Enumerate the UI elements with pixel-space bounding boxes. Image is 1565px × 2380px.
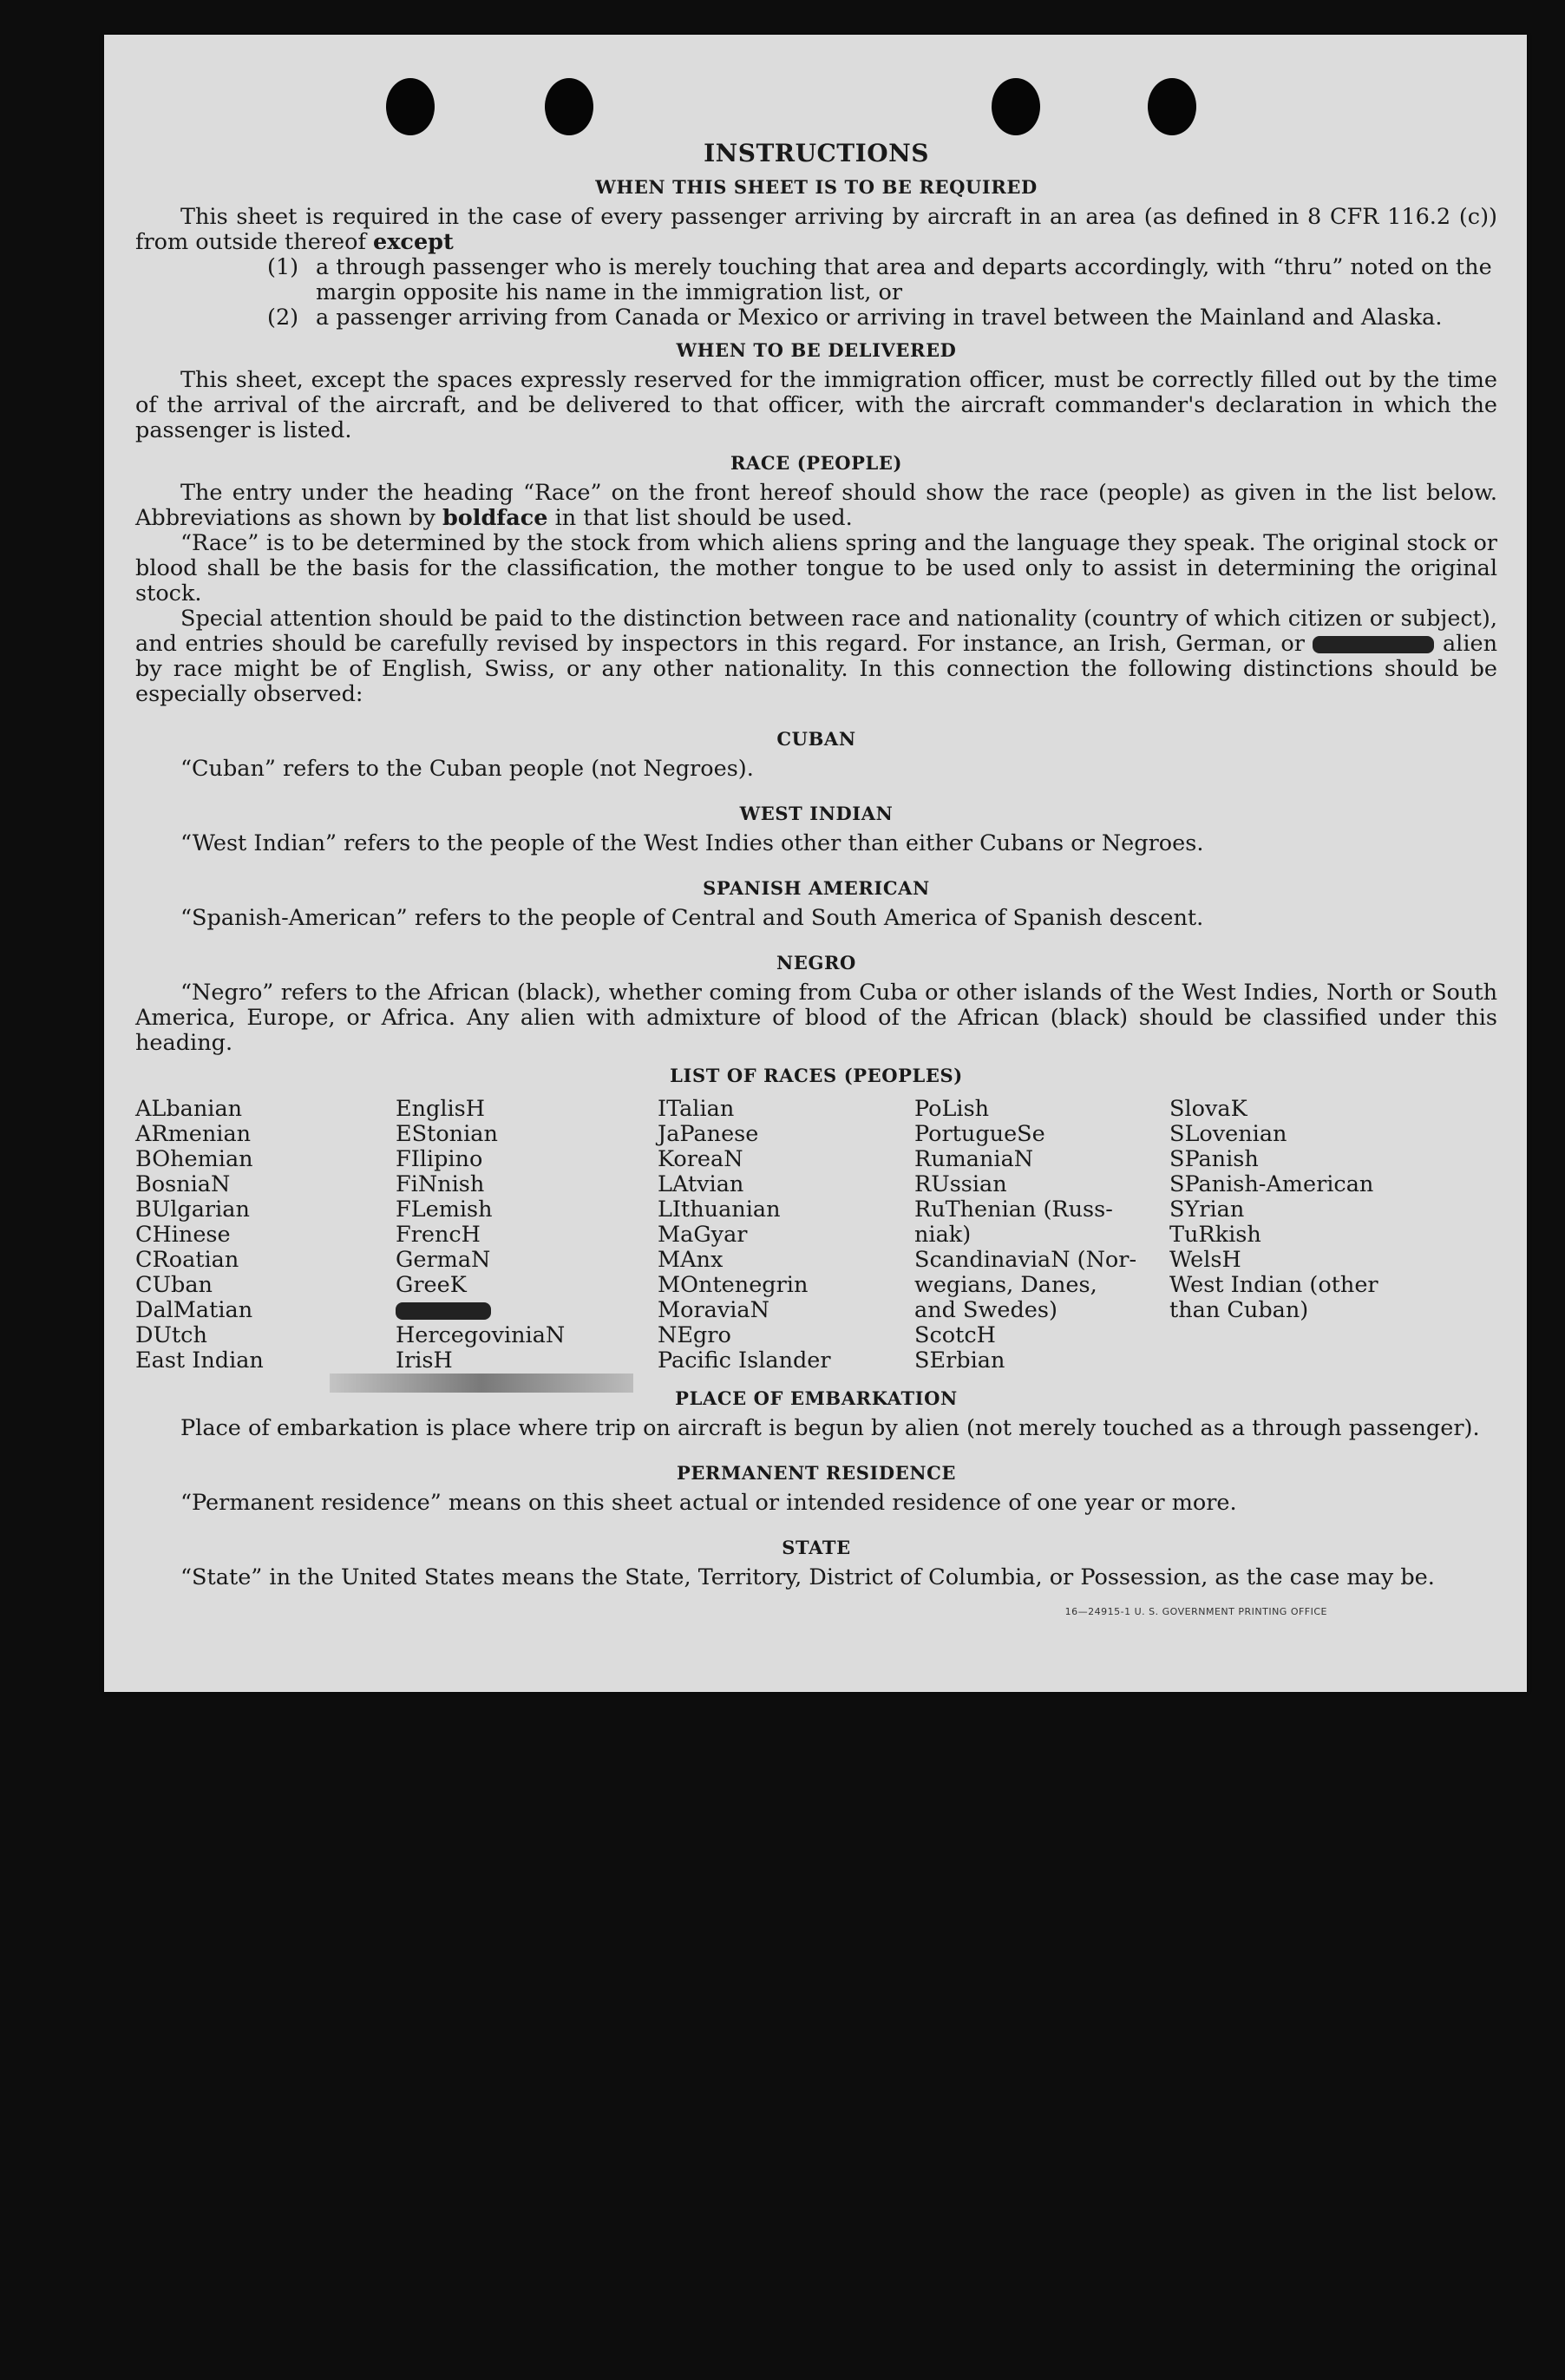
race-entry: Pacific Islander	[658, 1347, 831, 1374]
race-column	[914, 1097, 1169, 1374]
race-entry: MAnx	[658, 1247, 724, 1273]
race-entry: ARmenian	[135, 1121, 252, 1147]
heading-spanish-american: SPANISH AMERICAN	[703, 877, 930, 899]
paragraph-spanish-american: “Spanish-American” refers to the people of Central and South America of Spanish descent.	[180, 905, 1204, 931]
race-entry: FLemish	[396, 1197, 493, 1223]
race-entry: SErbian	[914, 1347, 1005, 1374]
paragraph-embarkation: Place of embarkation is place where trip on aircraft is begun by alien (not merely touched as a through passenger).	[180, 1415, 1480, 1441]
heading-race: RACE (PEOPLE)	[730, 452, 903, 474]
race-entry: EnglisH	[396, 1096, 485, 1122]
race-entry: SLovenian	[1169, 1121, 1287, 1147]
race-entry: NEgro	[658, 1322, 731, 1348]
redacted-race-entry	[396, 1298, 658, 1323]
paragraph-race-3: Special attention should be paid to the distinction between race and nationality (country of which citizen or subject), and entries should be carefully revised by inspectors in this regard. For instance, an Irish, German, or alien by race might be of English, Swiss, or any other nationality. In this connection the following distinctions should be especially observed:	[135, 606, 1498, 707]
race-column	[658, 1097, 914, 1374]
heading-cuban: CUBAN	[776, 728, 856, 750]
paragraph-state: “State” in the United States means the State, Territory, District of Columbia, or Possession, as the case may be.	[180, 1564, 1435, 1590]
document-page	[104, 35, 1527, 1692]
race-entry: ScandinaviaN (Nor- wegians, Danes, and Swedes)	[914, 1247, 1137, 1323]
race-entry: LIthuanian	[658, 1197, 781, 1223]
race-column	[1169, 1097, 1412, 1374]
race-entry: CUban	[135, 1272, 213, 1298]
list-of-races	[135, 1097, 1497, 1374]
race-entry: SYrian	[1169, 1197, 1245, 1223]
race-entry: RumaniaN	[914, 1146, 1034, 1172]
race-entry: CHinese	[135, 1222, 231, 1248]
race-entry: BosniaN	[135, 1171, 231, 1197]
race-entry: MaGyar	[658, 1222, 748, 1248]
paragraph-race-2: “Race” is to be determined by the stock from which aliens spring and the language they speak. The original stock or blood shall be the basis for the classification, the mother tongue to be used only to assist in determining the original stock.	[135, 530, 1497, 606]
race-entry: BUlgarian	[135, 1197, 250, 1223]
race-entry: JaPanese	[658, 1121, 759, 1147]
race-entry: RUssian	[914, 1171, 1007, 1197]
race-entry: RuThenian (Russ- niak)	[914, 1197, 1113, 1248]
race-entry: DUtch	[135, 1322, 207, 1348]
redaction-mark	[1313, 636, 1434, 653]
race-entry: EStonian	[396, 1121, 498, 1147]
race-entry: West Indian (other than Cuban)	[1169, 1272, 1378, 1323]
race-entry: DalMatian	[135, 1297, 253, 1323]
race-entry: MoraviaN	[658, 1297, 769, 1323]
list-item: (1) a through passenger who is merely touching that area and departs accordingly, with “thru” noted on the margin opposite his name in the immigration list, or	[267, 254, 1492, 305]
race-entry: BOhemian	[135, 1146, 253, 1172]
paragraph-negro: “Negro” refers to the African (black), whether coming from Cuba or other islands of the West Indies, North or South America, Europe, or Africa. Any alien with admixture of blood of the African (black) should be classified under this heading.	[135, 980, 1497, 1056]
race-column	[396, 1097, 658, 1374]
heading-when-delivered: WHEN TO BE DELIVERED	[676, 339, 957, 361]
heading-negro: NEGRO	[776, 952, 856, 974]
race-entry: PoLish	[914, 1096, 990, 1122]
punch-hole	[1148, 78, 1196, 135]
race-entry: WelsH	[1169, 1247, 1241, 1273]
race-entry: PortugueSe	[914, 1121, 1045, 1147]
heading-west-indian: WEST INDIAN	[739, 803, 894, 824]
race-entry: GermaN	[396, 1247, 491, 1273]
race-entry: SlovaK	[1169, 1096, 1247, 1122]
race-entry: TuRkish	[1169, 1222, 1261, 1248]
paragraph-when-delivered: This sheet, except the spaces expressly reserved for the immigration officer, must be correctly filled out by the time of the arrival of the aircraft, and be delivered to that officer, with the aircraft commander's declaration in which the passenger is listed.	[135, 367, 1497, 443]
heading-embarkation: PLACE OF EMBARKATION	[675, 1387, 958, 1409]
race-entry: LAtvian	[658, 1171, 744, 1197]
race-entry: FIlipino	[396, 1146, 483, 1172]
race-entry: MOntenegrin	[658, 1272, 809, 1298]
race-entry: GreeK	[396, 1272, 467, 1298]
race-entry: SPanish-American	[1169, 1171, 1374, 1197]
paragraph-residence: “Permanent residence” means on this sheet actual or intended residence of one year or more.	[180, 1490, 1237, 1516]
race-entry: KoreaN	[658, 1146, 743, 1172]
race-entry: ITalian	[658, 1096, 735, 1122]
race-entry: IrisH	[396, 1347, 453, 1374]
paragraph-race-1: The entry under the heading “Race” on the front hereof should show the race (people) as given in the list below. Abbreviations as shown by boldface in that list should be used.	[135, 480, 1497, 531]
paragraph-when-required: This sheet is required in the case of every passenger arriving by aircraft in an area (as defined in 8 CFR 116.2 (c)) from outside thereof except	[135, 204, 1497, 255]
race-entry: FiNnish	[396, 1171, 485, 1197]
heading-state: STATE	[782, 1537, 851, 1558]
heading-residence: PERMANENT RESIDENCE	[676, 1462, 957, 1484]
race-entry: HercegoviniaN	[396, 1322, 566, 1348]
punch-hole	[545, 78, 593, 135]
punch-hole	[386, 78, 435, 135]
heading-when-required: WHEN THIS SHEET IS TO BE REQUIRED	[595, 176, 1038, 198]
race-column	[135, 1097, 396, 1374]
race-entry: FrencH	[396, 1222, 481, 1248]
race-entry: East Indian	[135, 1347, 264, 1374]
printing-office-code: 16—24915-1 U. S. GOVERNMENT PRINTING OFFICE	[1064, 1606, 1327, 1617]
race-entry: CRoatian	[135, 1247, 239, 1273]
race-entry: ALbanian	[135, 1096, 243, 1122]
heading-list-of-races: LIST OF RACES (PEOPLES)	[670, 1065, 963, 1086]
race-entry: SPanish	[1169, 1146, 1259, 1172]
race-entry: ScotcH	[914, 1322, 996, 1348]
paragraph-cuban: “Cuban” refers to the Cuban people (not Negroes).	[180, 756, 754, 782]
punch-hole	[992, 78, 1040, 135]
smudge-mark	[330, 1374, 633, 1393]
list-item: (2) a passenger arriving from Canada or Mexico or arriving in travel between the Mainland and Alaska.	[267, 305, 1443, 331]
page-title: INSTRUCTIONS	[704, 139, 929, 167]
paragraph-west-indian: “West Indian” refers to the people of the West Indies other than either Cubans or Negroes.	[180, 830, 1204, 856]
redaction-mark	[396, 1302, 491, 1320]
